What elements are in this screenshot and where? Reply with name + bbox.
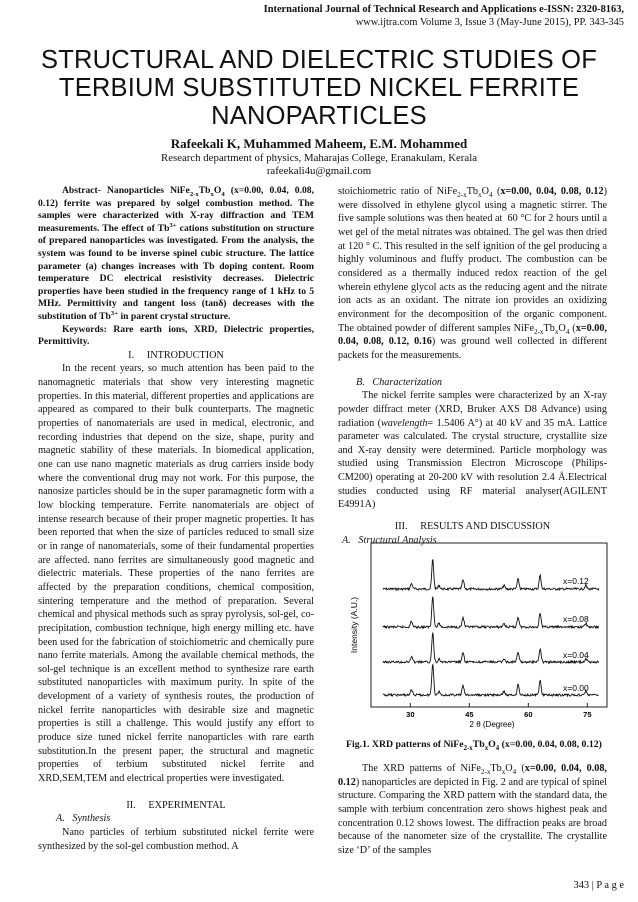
xrd-discussion-text: The XRD patterns of $NiFe_{2-x}Tb_xO_4$ (x=0.00, 0.04, 0.08, 0.12) nanoparticles are depicted in Fig. 2 and are typical of spinel structure. Comparing the XRD pattern with the standard data, the sample with terbium concentration zero shows highest peak and concentration 0.12 shows lowest. The diffraction peaks are broad because of the nanometer size of the crystallite. The crystallite size ‘D’ of the samples [338,763,607,856]
series-label-3: x=0.00 [563,683,589,693]
synthesis-continued-text: stoichiometric ratio of $NiFe_{2-x}Tb_xO_4$ (x=0.00, 0.04, 0.08, 0.12) were dissolved in ethylene glycol using a magnetic stirrer. The five sample solutions was then heated at 60 °C for 2 hours until a wet gel of the metal nitrates was obtained. The gel was then dried at 120 ° C. This resulted in the self ignition of the gel producing a highly voluminous and fluffy product. The combustion can be considered as a thermally induced redox reaction of the gel wherein ethylene glycol acts as the reducing agent and the nitrate ion acts as an oxidant. The nitrate ion provides an oxidizing environment for the decomposition of the organic component. The obtained powder of different samples $NiFe_{2-x}Tb_xO_4$ (x=0.00, 0.04, 0.08, 0.12, 0.16) was ground well collected in different packets for the measurements. [338,186,608,361]
y-axis-label: Intensity (A.U.) [349,596,359,654]
right-column [338,185,607,547]
subsection-structural-heading: A. Structural Analysis [342,534,437,546]
paper-affiliation [0,152,638,178]
x-ticks [410,703,587,707]
figure-caption: Fig.1. XRD patterns of $NiFe_{2-x}Tb_xO_4$ (x=0.00, 0.04, 0.08, 0.12) [346,739,602,752]
characterization-text: The nickel ferrite samples were characterized by an X-ray powder diffract meter (XRD, Bruker AXS D8 Advance) using radiation (wavelength= 1.5406 A°) at 40 kV and 35 mA. Lattice parameter was calculated. The crystal structure, crystallite size and X-ray density were determined. Particle morphology was studied using Transmission Electron Microscope (Philips- CM200) operating at 20-200 kV with resolution 2.4 Å.Electrical studies conducted using RF material analyser(AGILENT E4991A) [338,390,607,511]
x-tick-label-75: 75 [583,710,592,719]
synthesis-text: Nano particles of terbium substituted nickel ferrite were synthesized by the sol-gel combustion method. A [38,827,314,852]
keywords: Keywords: Rare earth ions, XRD, Dielectric properties, Permittivity. [38,323,314,348]
series-label-2: x=0.04 [563,650,589,660]
paper-authors: Rafeekali K, Muhammed Maheem, E.M. Mohammed [170,136,468,151]
series-label-1: x=0.08 [563,614,589,624]
affiliation-text: Research department of physics, Maharajas College, Eranakulam, Kerala [161,152,477,164]
paper-title: STRUCTURAL AND DIELECTRIC STUDIES OF TERBIUM SUBSTITUTED NICKEL FERRITE NANOPARTICLES [41,46,597,130]
x-tick-label-60: 60 [524,710,533,719]
subsection-characterization-heading: B. Characterization [356,376,443,388]
x-tick-label-30: 30 [406,710,415,719]
journal-header-line1: International Journal of Technical Research and Applications e-ISSN: 2320-8163, [263,4,624,15]
journal-header-line2: www.ijtra.com Volume 3, Issue 3 (May-June 2015), PP. 343-345 [355,17,624,28]
series-label-0: x=0.12 [563,576,589,586]
left-column [38,185,314,853]
introduction-text: In the recent years, so much attention has been paid to the nanomagnetic materials that show very interesting magnetic properties. In this material, different properties and applications are appeared as compared to their bulk counterparts. The magnetic properties of nanomaterials are used in medical, electronic, and recording industries that depend on the size, shape, purity and magnetic stability of these materials. In biomedical application, one can use nano magnetic materials as drug carriers inside body where the conventional drug may not work. For this purpose, the nanosize particles should be in the super paramagnetic form with a low blocking temperature. Ferrite nanomaterials are object of intense research because of their proper magnetic properties. It has been reported that when the size of particles reduced to small size or in range of nanomaterials, some of their fundamental properties are affected. nano ferrites are simultaneously good magnetic and dielectric materials. These properties of the nano ferrites are affected by the preparation conditions, chemical composition, sintering temperature and the method of preparation. Several chemical and physical methods such as spray pyrolysis, sol-gel, co-precipitation, combustion technique, high energy milling etc. have been used for the fabrication of stoichiometric and chemically pure nano ferrite materials. Among the available chemical methods, the sol-gel technique is an excellent method to synthesize rare earth substituted nanoparticles with maximum purity. In spite of the development of a variety of synthesis routes, the production of nickel ferrite nanoparticles with desirable size and magnetic properties is still a challenge. This would justify any effort to produce size tuned nickel ferrite nanoparticles with rare earth substitution.In the present paper, the structural and magnetic properties of terbium substituted nickel ferrite and XRD,SEM,TEM and electrical properties were investigated. [38,363,314,785]
section-experimental-heading: II. EXPERIMENTAL [126,799,226,811]
page-footer: 343 | P a g e [573,880,624,891]
x-tick-label-45: 45 [465,710,474,719]
xrd-figure [349,541,611,729]
x-axis-label: 2 θ (Degree) [469,720,515,729]
xrd-chart-svg [349,541,611,729]
section-results-heading: III. RESULTS AND DISCUSSION [394,521,551,533]
subsection-synthesis-heading: A. Synthesis [56,813,111,825]
journal-header [264,3,624,29]
section-introduction-heading: I. INTRODUCTION [128,349,224,361]
author-email: rafeekali4u@gmail.com [266,165,372,177]
abstract: Abstract- Nanoparticles $NiFe_{2-x}Tb_xO_4$ (x=0.00, 0.04, 0.08, 0.12) ferrite was prepared by solgel combustion method. The samples were characterized with X-ray diffraction and TEM measurements. The effect of $Tb^{3+}$ cations substitution on structure of prepared nanoparticles was investigated. From the analysis, the system was found to be inverse spinel cubic structure. The lattice parameter (a) changes increases with Tb doping content. Room temperature DC electrical resistivity decreases. Dielectric properties have been studied in the frequency range of 1 kHz to 5 MHz. Permittivity and tangent loss (tanδ) decreases with the substitution of $Tb^{3+}$ in parent crystal structure. [38,185,314,322]
right-column-lower [338,762,607,858]
